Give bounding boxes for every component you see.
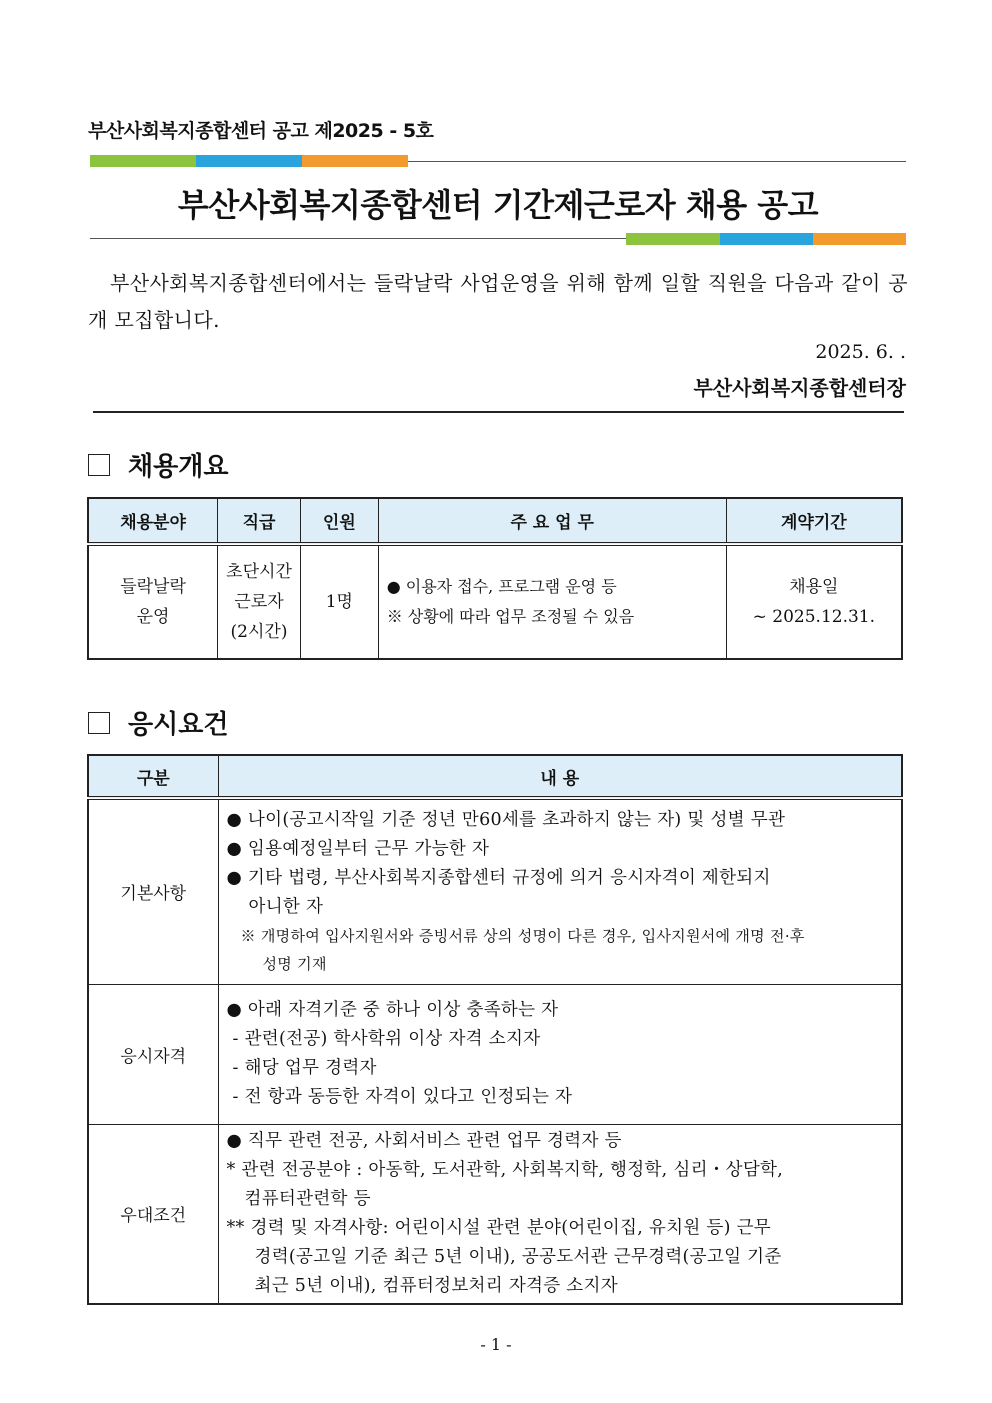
table-header-row [88,498,902,544]
cell-pref-content: ● 직무 관련 전공, 사회서비스 관련 업무 경력자 등 * 관련 전공분야 : 아동학, 도서관학, 사회복지학, 행정학, 심리・상담학, 컴퓨터관련학 등 ** 경력 및 자격사항: 어린이시설 관련 분야(어린이집, 유치원 등) 근무 경력(공고일 기준 최근 5년 이내), 공공도서관 근무경력(공고일 기준 최근 5년 이내), 컴퓨터정보처리 자격증 소지자 [218,1124,902,1304]
signer: 부산사회복지종합센터장 [693,376,906,400]
cell-period: 채용일 ~ 2025.12.31. [726,544,902,659]
cell-grade: 초단시간 근로자 (2시간) [218,544,301,659]
signature-rule [93,411,904,413]
header-field: 채용분야 [88,498,218,544]
table-row [88,798,902,984]
header-duties: 주 요 업 무 [378,498,726,544]
cell-count: 1명 [300,544,378,659]
header-period: 계약기간 [726,498,902,544]
overview-table [87,497,903,660]
announcement-date: 2025. 6. . [815,341,906,363]
bottom-bar-green [626,233,720,245]
requirements-table [87,754,903,1305]
header-category: 구분 [88,755,218,798]
section-title: 채용개요 [128,452,229,482]
page-title: 부산사회복지종합센터 기간제근로자 채용 공고 [177,186,819,224]
table-header-row [88,755,902,798]
top-bar-blue [196,155,302,167]
section-title: 응시요건 [128,710,229,740]
top-bar-green [90,155,196,167]
cell-duties: ● 이용자 접수, 프로그램 운영 등 ※ 상황에 따라 업무 조정될 수 있음 [378,544,726,659]
top-bar-orange [302,155,408,167]
bottom-rule [90,238,626,239]
checkbox-icon [88,712,110,734]
table-row [88,544,902,659]
cell-basic-label: 기본사항 [88,798,218,984]
header-grade: 직급 [218,498,301,544]
page-number: - 1 - [480,1335,512,1354]
cell-field: 들락날락 운영 [88,544,218,659]
table-row [88,984,902,1124]
cell-qual-label: 응시자격 [88,984,218,1124]
cell-basic-content: ● 나이(공고시작일 기준 정년 만60세를 초과하지 않는 자) 및 성별 무관 ● 임용예정일부터 근무 가능한 자 ● 기타 법령, 부산사회복지종합센터 규정에 의거 응시자격이 제한되지 아니한 자 ※ 개명하여 입사지원서와 증빙서류 상의 성명이 다른 경우, 입사지원서에 개명 전·후 성명 기재 [218,798,902,984]
notice-number: 부산사회복지종합센터 공고 제2025 - 5호 [88,120,434,142]
section-heading-overview [88,446,228,483]
header-count: 인원 [300,498,378,544]
cell-qual-content: ● 아래 자격기준 중 하나 이상 충족하는 자 - 관련(전공) 학사학위 이상 자격 소지자 - 해당 업무 경력자 - 전 항과 동등한 자격이 있다고 인정되는 자 [218,984,902,1124]
top-rule [408,161,906,162]
bottom-bar-orange [813,233,906,245]
section-heading-requirements [88,704,228,741]
intro-paragraph: 부산사회복지종합센터에서는 들락날락 사업운영을 위해 함께 일할 직원을 다음과 같이 공개 모집합니다. [88,271,908,332]
checkbox-icon [88,454,110,476]
cell-pref-label: 우대조건 [88,1124,218,1304]
table-row [88,1124,902,1304]
header-content: 내 용 [218,755,902,798]
bottom-bar-blue [720,233,813,245]
